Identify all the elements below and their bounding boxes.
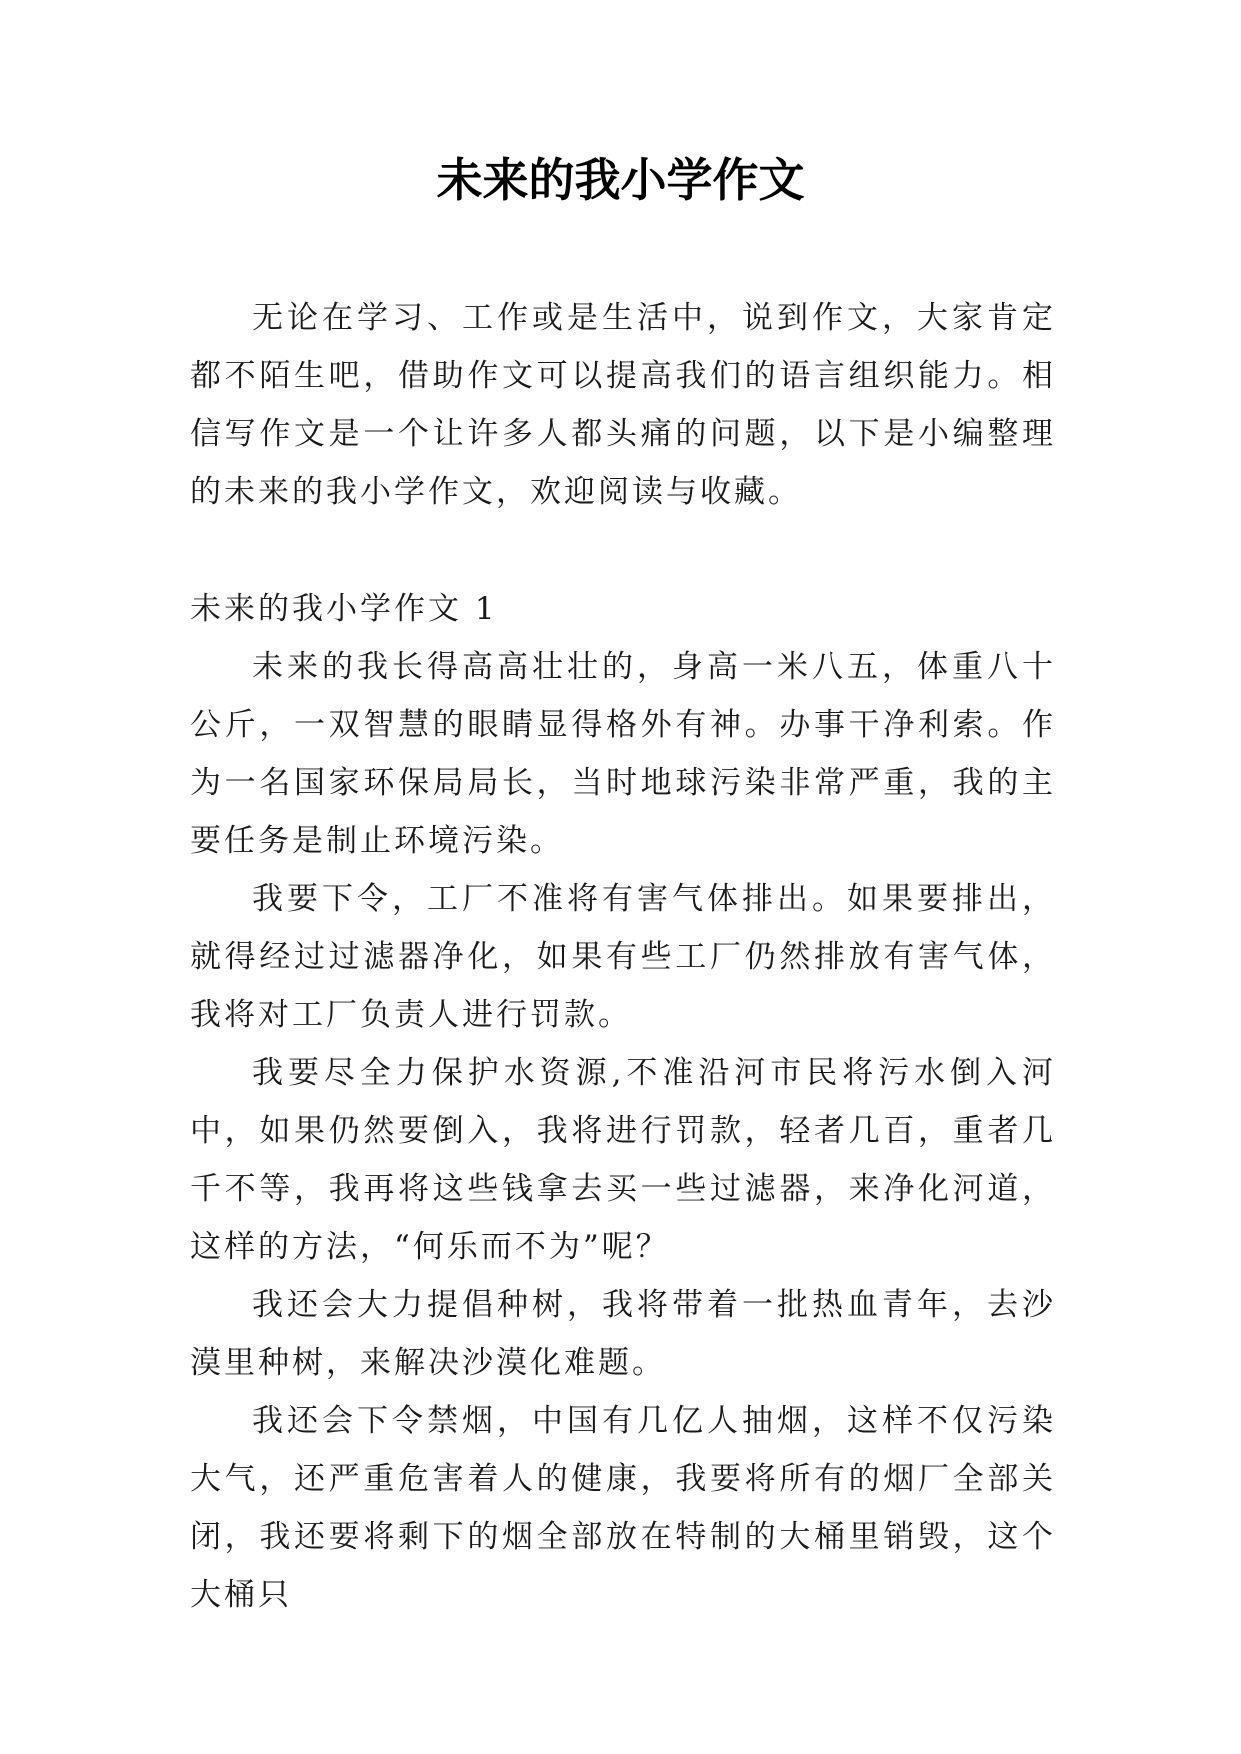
essay-paragraph-4: 我还会大力提倡种树，我将带着一批热血青年，去沙漠里种树，来解决沙漠化难题。: [190, 1287, 1056, 1381]
intro-paragraph: 无论在学习、工作或是生活中，说到作文，大家肯定都不陌生吧，借助作文可以提高我们的语言组织能力。相信写作文是一个让许多人都头痛的问题，以下是小编整理的未来的我小学作文，欢迎阅读与收藏。: [190, 300, 1056, 510]
document-title: 未来的我小学作文: [436, 153, 805, 207]
essay-paragraph-1: 未来的我长得高高壮壮的，身高一米八五，体重八十公斤，一双智慧的眼睛显得格外有神。办事干净利索。作为一名国家环保局局长，当时地球污染非常严重，我的主要任务是制止环境污染。: [190, 649, 1056, 859]
essay-heading: 未来的我小学作文 1: [190, 591, 498, 627]
essay-paragraph-3: 我要尽全力保护水资源,不准沿河市民将污水倒入河中，如果仍然要倒入，我将进行罚款，轻者几百，重者几千不等，我再将这些钱拿去买一些过滤器，来净化河道，这样的方法，“何乐而不为”呢？: [190, 1055, 1056, 1265]
intro-section: [190, 289, 1056, 521]
essay-paragraph-5: 我还会下令禁烟，中国有几亿人抽烟，这样不仅污染大气，还严重危害着人的健康，我要将所有的烟厂全部关闭，我还要将剩下的烟全部放在特制的大桶里销毁，这个大桶只: [190, 1403, 1056, 1613]
essay-paragraph-2: 我要下令，工厂不准将有害气体排出。如果要排出，就得经过过滤器净化，如果有些工厂仍然排放有害气体，我将对工厂负责人进行罚款。: [190, 881, 1056, 1033]
essay-section: [190, 580, 1056, 1624]
